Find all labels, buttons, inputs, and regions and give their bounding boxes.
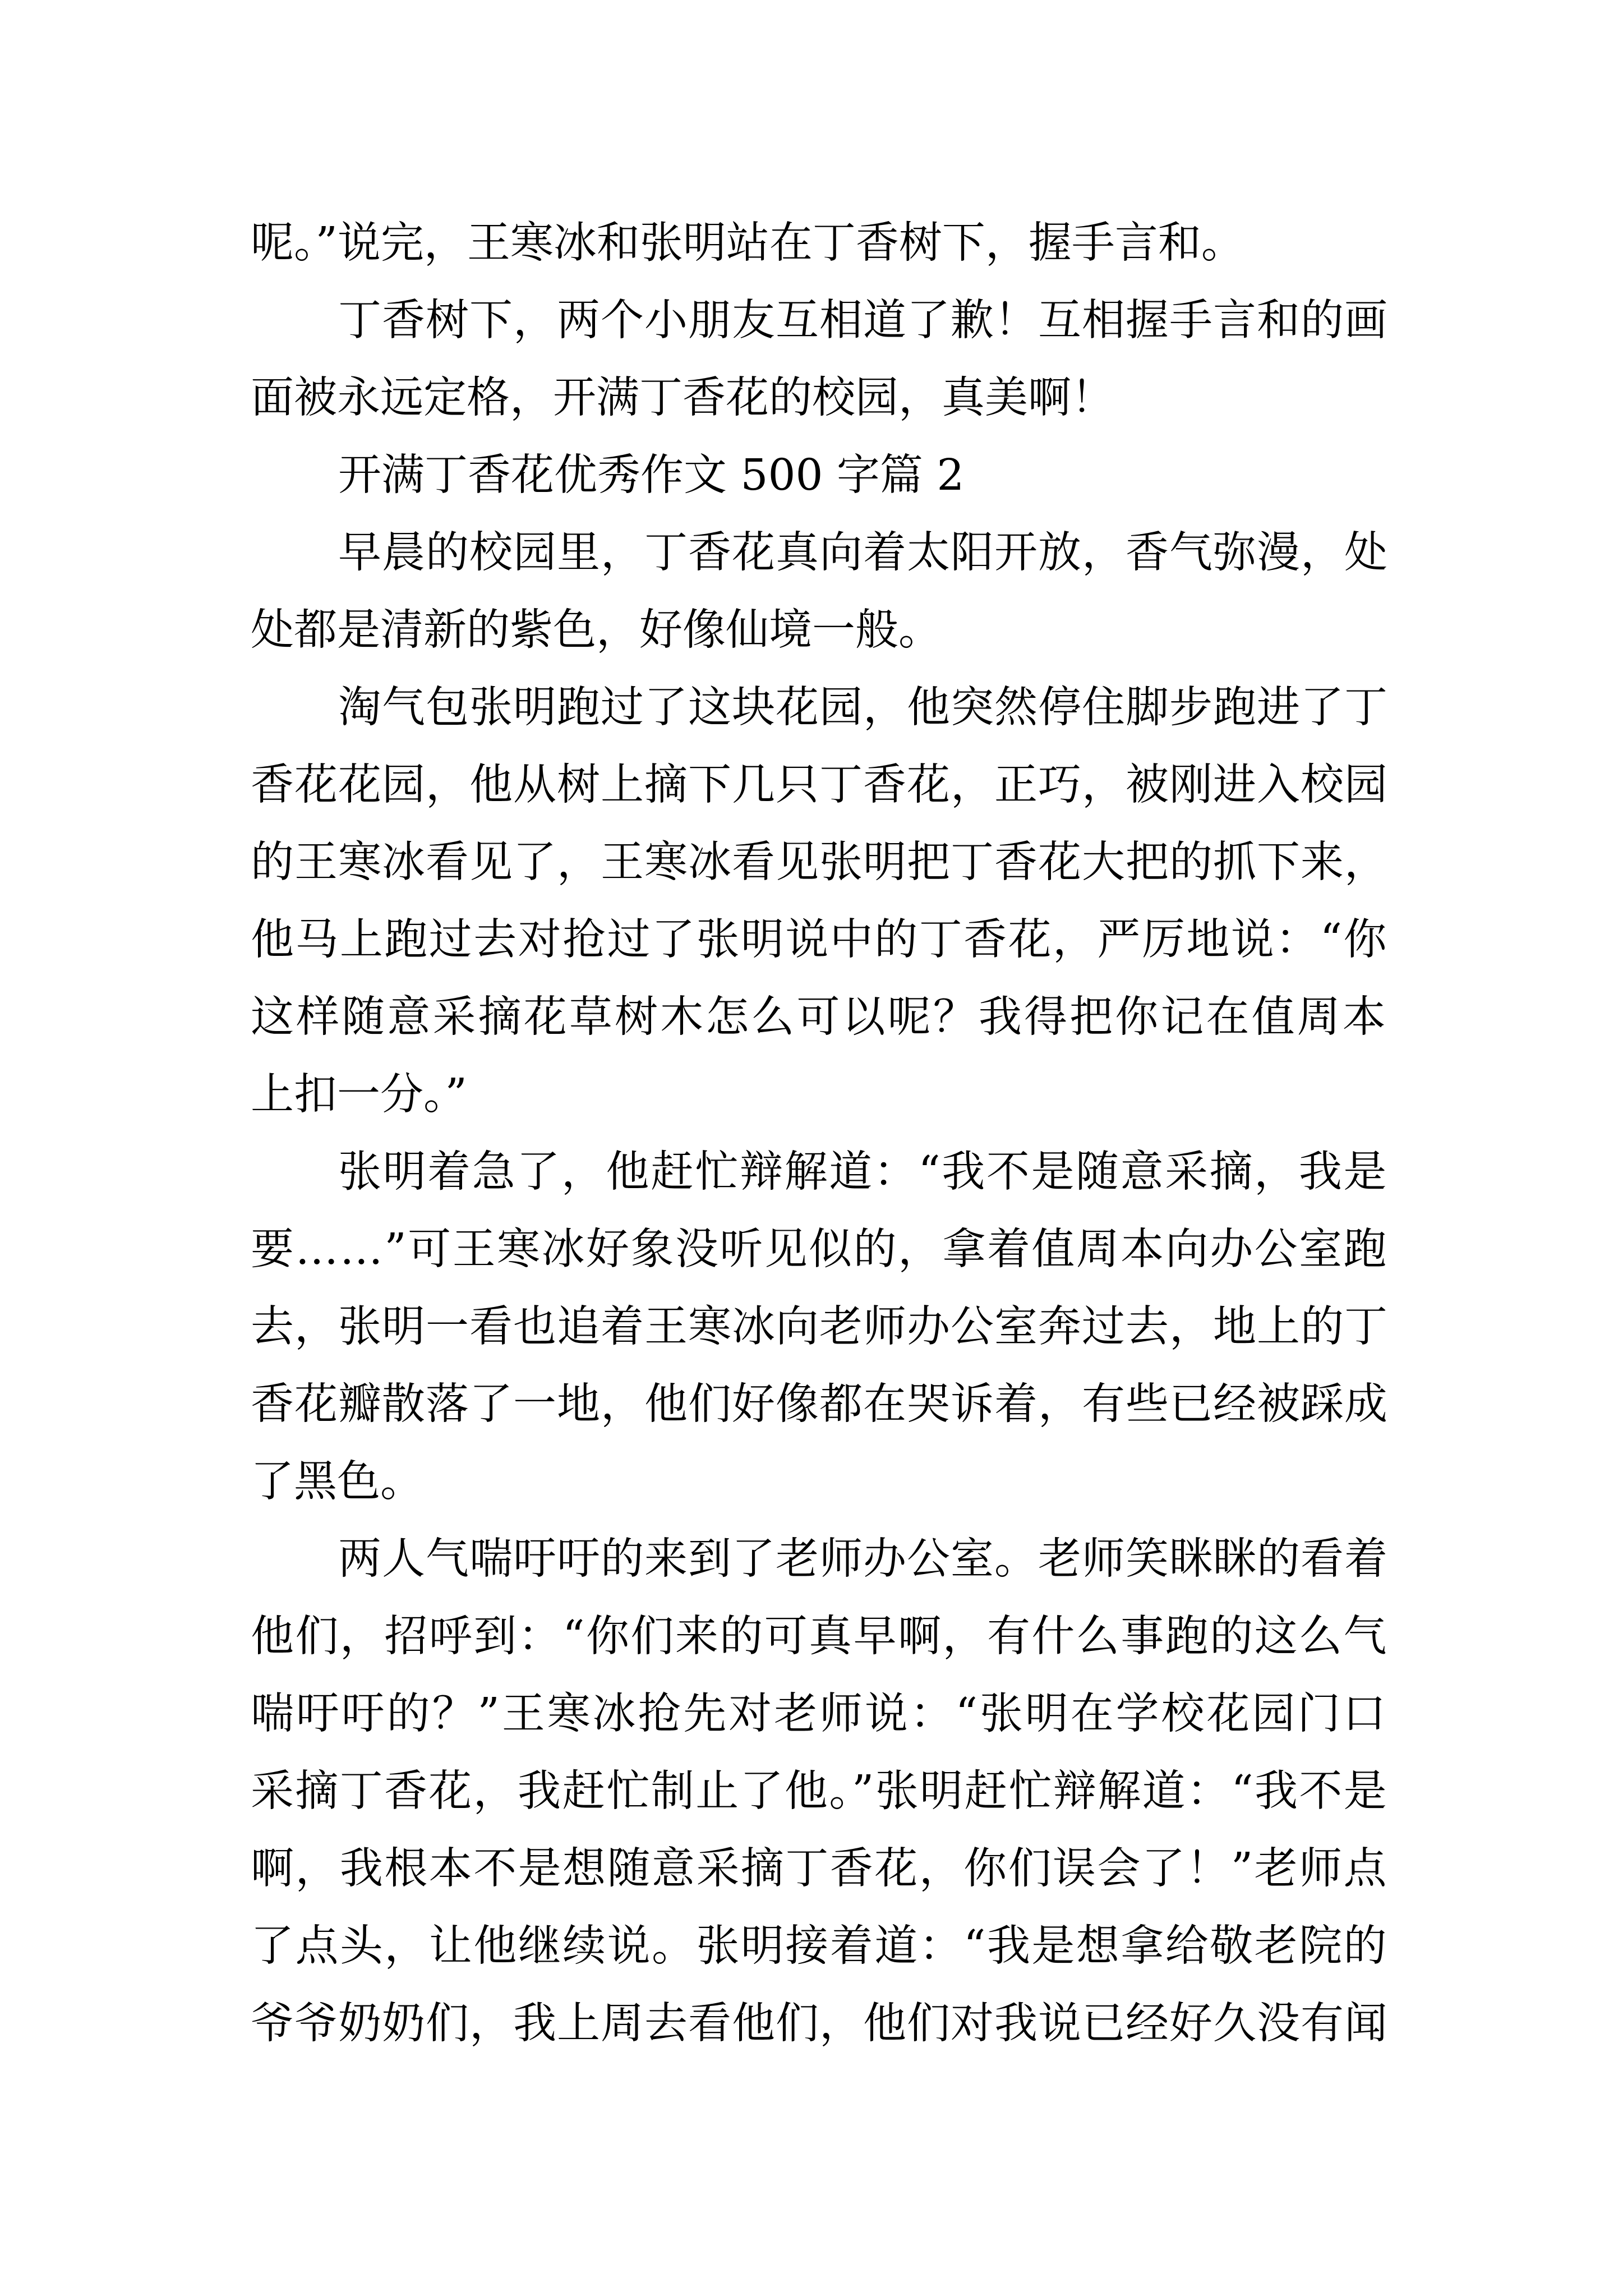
text-line <box>338 1521 1388 1598</box>
body-text <box>251 205 1388 2063</box>
text-line <box>251 205 1388 282</box>
text-line <box>338 282 1388 360</box>
text-line-content: 了黑色。 <box>251 1457 423 1507</box>
text-line-content: 香花瓣散落了一地，他们好像都在哭诉着，有些已经被踩成 <box>251 1379 1388 1429</box>
text-line <box>251 1289 1388 1366</box>
text-line-content: 上扣一分。” <box>251 1070 467 1120</box>
text-line-content: 香花花园，他从树上摘下几只丁香花，正巧，被刚进入校园 <box>251 760 1388 810</box>
text-line <box>251 360 1388 437</box>
section-heading-text: 开满丁香花优秀作文 500 字篇 2 <box>338 450 965 500</box>
text-line-content: 早晨的校园里，丁香花真向着太阳开放，香气弥漫，处 <box>338 528 1388 578</box>
text-line <box>251 1830 1388 1908</box>
section-heading <box>338 437 1388 514</box>
text-line-content: 他马上跑过去对抢过了张明说中的丁香花，严厉地说：“你 <box>251 915 1388 965</box>
text-line <box>251 1056 1388 1134</box>
text-line <box>251 1985 1388 2063</box>
text-line-content: 去，张明一看也追着王寒冰向老师办公室奔过去，地上的丁 <box>251 1302 1388 1352</box>
text-line <box>251 1753 1388 1830</box>
text-line-content: 喘吁吁的？”王寒冰抢先对老师说：“张明在学校花园门口 <box>251 1689 1388 1739</box>
text-line <box>251 1676 1388 1753</box>
text-line <box>251 824 1388 901</box>
text-line <box>251 1211 1388 1289</box>
text-line <box>251 592 1388 669</box>
text-line-content: 淘气包张明跑过了这块花园，他突然停住脚步跑进了丁 <box>338 683 1388 733</box>
text-line-content: 啊，我根本不是想随意采摘丁香花，你们误会了！”老师点 <box>251 1844 1388 1894</box>
text-line <box>251 901 1388 979</box>
text-line <box>251 747 1388 824</box>
text-line-content: 面被永远定格，开满丁香花的校园，真美啊！ <box>251 373 1114 423</box>
text-line <box>251 1598 1388 1676</box>
text-line-content: 采摘丁香花，我赶忙制止了他。”张明赶忙辩解道：“我不是 <box>251 1766 1388 1816</box>
text-line-content: 了点头，让他继续说。张明接着道：“我是想拿给敬老院的 <box>251 1921 1388 1971</box>
text-line-content: 的王寒冰看见了，王寒冰看见张明把丁香花大把的抓下来， <box>251 838 1388 887</box>
text-line-content: 处都是清新的紫色，好像仙境一般。 <box>251 605 942 655</box>
text-line-content: 丁香树下，两个小朋友互相道了歉！互相握手言和的画 <box>338 296 1388 346</box>
text-line-content: 呢。”说完，王寒冰和张明站在丁香树下，握手言和。 <box>251 218 1244 268</box>
text-line <box>251 1908 1388 1985</box>
text-line-content: 两人气喘吁吁的来到了老师办公室。老师笑眯眯的看着 <box>338 1534 1388 1584</box>
text-line-content: 他们，招呼到：“你们来的可真早啊，有什么事跑的这么气 <box>251 1612 1388 1662</box>
text-line <box>251 1366 1388 1443</box>
text-line <box>251 979 1388 1056</box>
text-line-content: 要……”可王寒冰好象没听见似的，拿着值周本向办公室跑 <box>251 1225 1388 1274</box>
text-line-content: 爷爷奶奶们，我上周去看他们，他们对我说已经好久没有闻 <box>251 1999 1388 2049</box>
text-line <box>338 514 1388 592</box>
text-line <box>251 1443 1388 1521</box>
text-line-content: 张明着急了，他赶忙辩解道：“我不是随意采摘，我是 <box>338 1147 1388 1197</box>
text-line <box>338 1134 1388 1211</box>
text-line-content: 这样随意采摘花草树木怎么可以呢？我得把你记在值周本 <box>251 992 1388 1042</box>
text-line <box>338 669 1388 747</box>
